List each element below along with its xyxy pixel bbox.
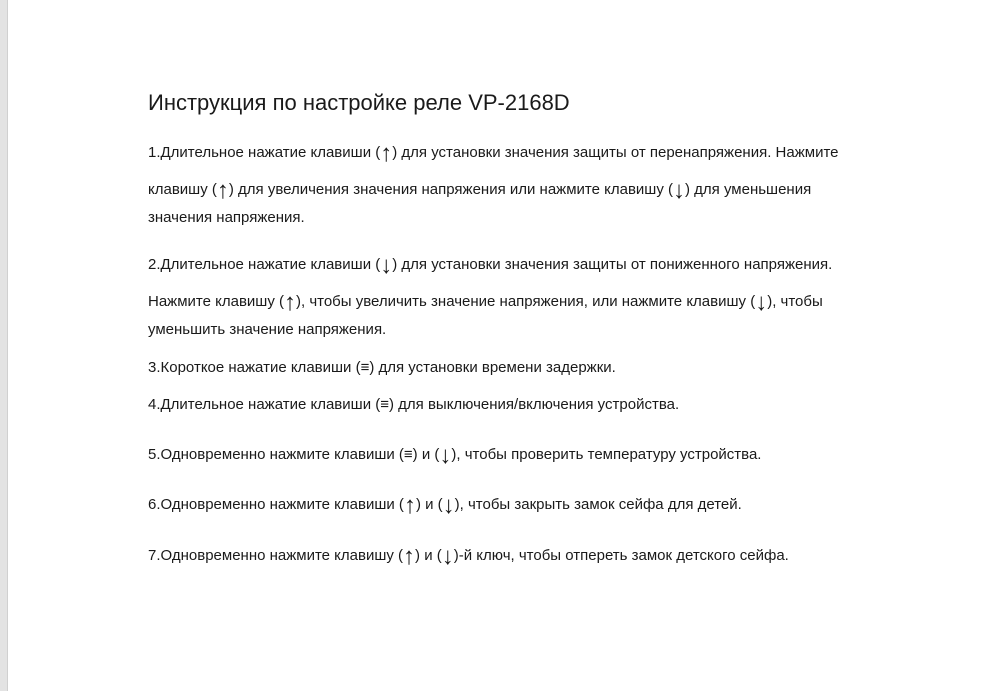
up-arrow-icon: ↑: [283, 289, 296, 316]
text-segment: ), чтобы: [767, 293, 823, 310]
instruction-1-line-3: значения напряжения.: [148, 209, 305, 226]
down-arrow-icon: ↓: [441, 543, 454, 570]
up-arrow-icon: ↑: [403, 492, 416, 519]
text-segment: 2.Длительное нажатие клавиши (: [148, 256, 381, 273]
text-segment: ) и (: [415, 496, 443, 513]
text-segment: 6.Одновременно нажмите клавиши (: [148, 496, 404, 513]
instruction-4-text: 4.Длительное нажатие клавиши (≡) для выключения/включения устройства.: [148, 396, 680, 413]
text-segment: ) для уменьшения: [685, 181, 812, 198]
up-arrow-icon: ↑: [403, 543, 416, 570]
text-segment: ) и (: [415, 547, 442, 564]
text-segment: Нажмите клавишу (: [148, 293, 284, 310]
instruction-3-text: 3.Короткое нажатие клавиши (≡) для установки времени задержки.: [148, 359, 616, 376]
text-segment: 7.Одновременно нажмите клавишу (: [148, 547, 404, 564]
instruction-5-text: [148, 444, 761, 468]
up-arrow-icon: ↑: [380, 140, 393, 167]
text-segment: ), чтобы проверить температуру устройства.: [451, 446, 762, 463]
instruction-1-line-2: [148, 179, 811, 203]
text-segment: ) для установки значения защиты от перенапряжения. Нажмите: [392, 144, 839, 161]
instruction-2-line-2: [148, 291, 823, 315]
down-arrow-icon: ↓: [380, 252, 393, 279]
instruction-7-text: [148, 545, 789, 569]
instruction-1-line-1: [148, 142, 839, 166]
instruction-2-line-3: уменьшить значение напряжения.: [148, 321, 387, 338]
text-segment: 5.Одновременно нажмите клавиши (≡) и (: [148, 446, 440, 463]
page-left-margin: [0, 0, 8, 691]
down-arrow-icon: ↓: [755, 289, 768, 316]
instruction-6-text: [148, 494, 742, 518]
text-segment: клавишу (: [148, 181, 217, 198]
text-segment: ) для установки значения защиты от пониженного напряжения.: [392, 256, 833, 273]
text-segment: ) для увеличения значения напряжения или нажмите клавишу (: [228, 181, 673, 198]
document-title: Инструкция по настройке реле VP-2168D: [148, 90, 570, 115]
text-segment: ), чтобы закрыть замок сейфа для детей.: [454, 496, 742, 513]
up-arrow-icon: ↑: [216, 177, 229, 204]
down-arrow-icon: ↓: [673, 177, 685, 204]
text-segment: 1.Длительное нажатие клавиши (: [148, 144, 381, 161]
down-arrow-icon: ↓: [442, 492, 455, 519]
text-segment: )-й ключ, чтобы отпереть замок детского сейфа.: [453, 547, 789, 564]
down-arrow-icon: ↓: [439, 442, 452, 469]
text-segment: ), чтобы увеличить значение напряжения, или нажмите клавишу (: [295, 293, 756, 310]
instruction-2-line-1: [148, 254, 832, 278]
